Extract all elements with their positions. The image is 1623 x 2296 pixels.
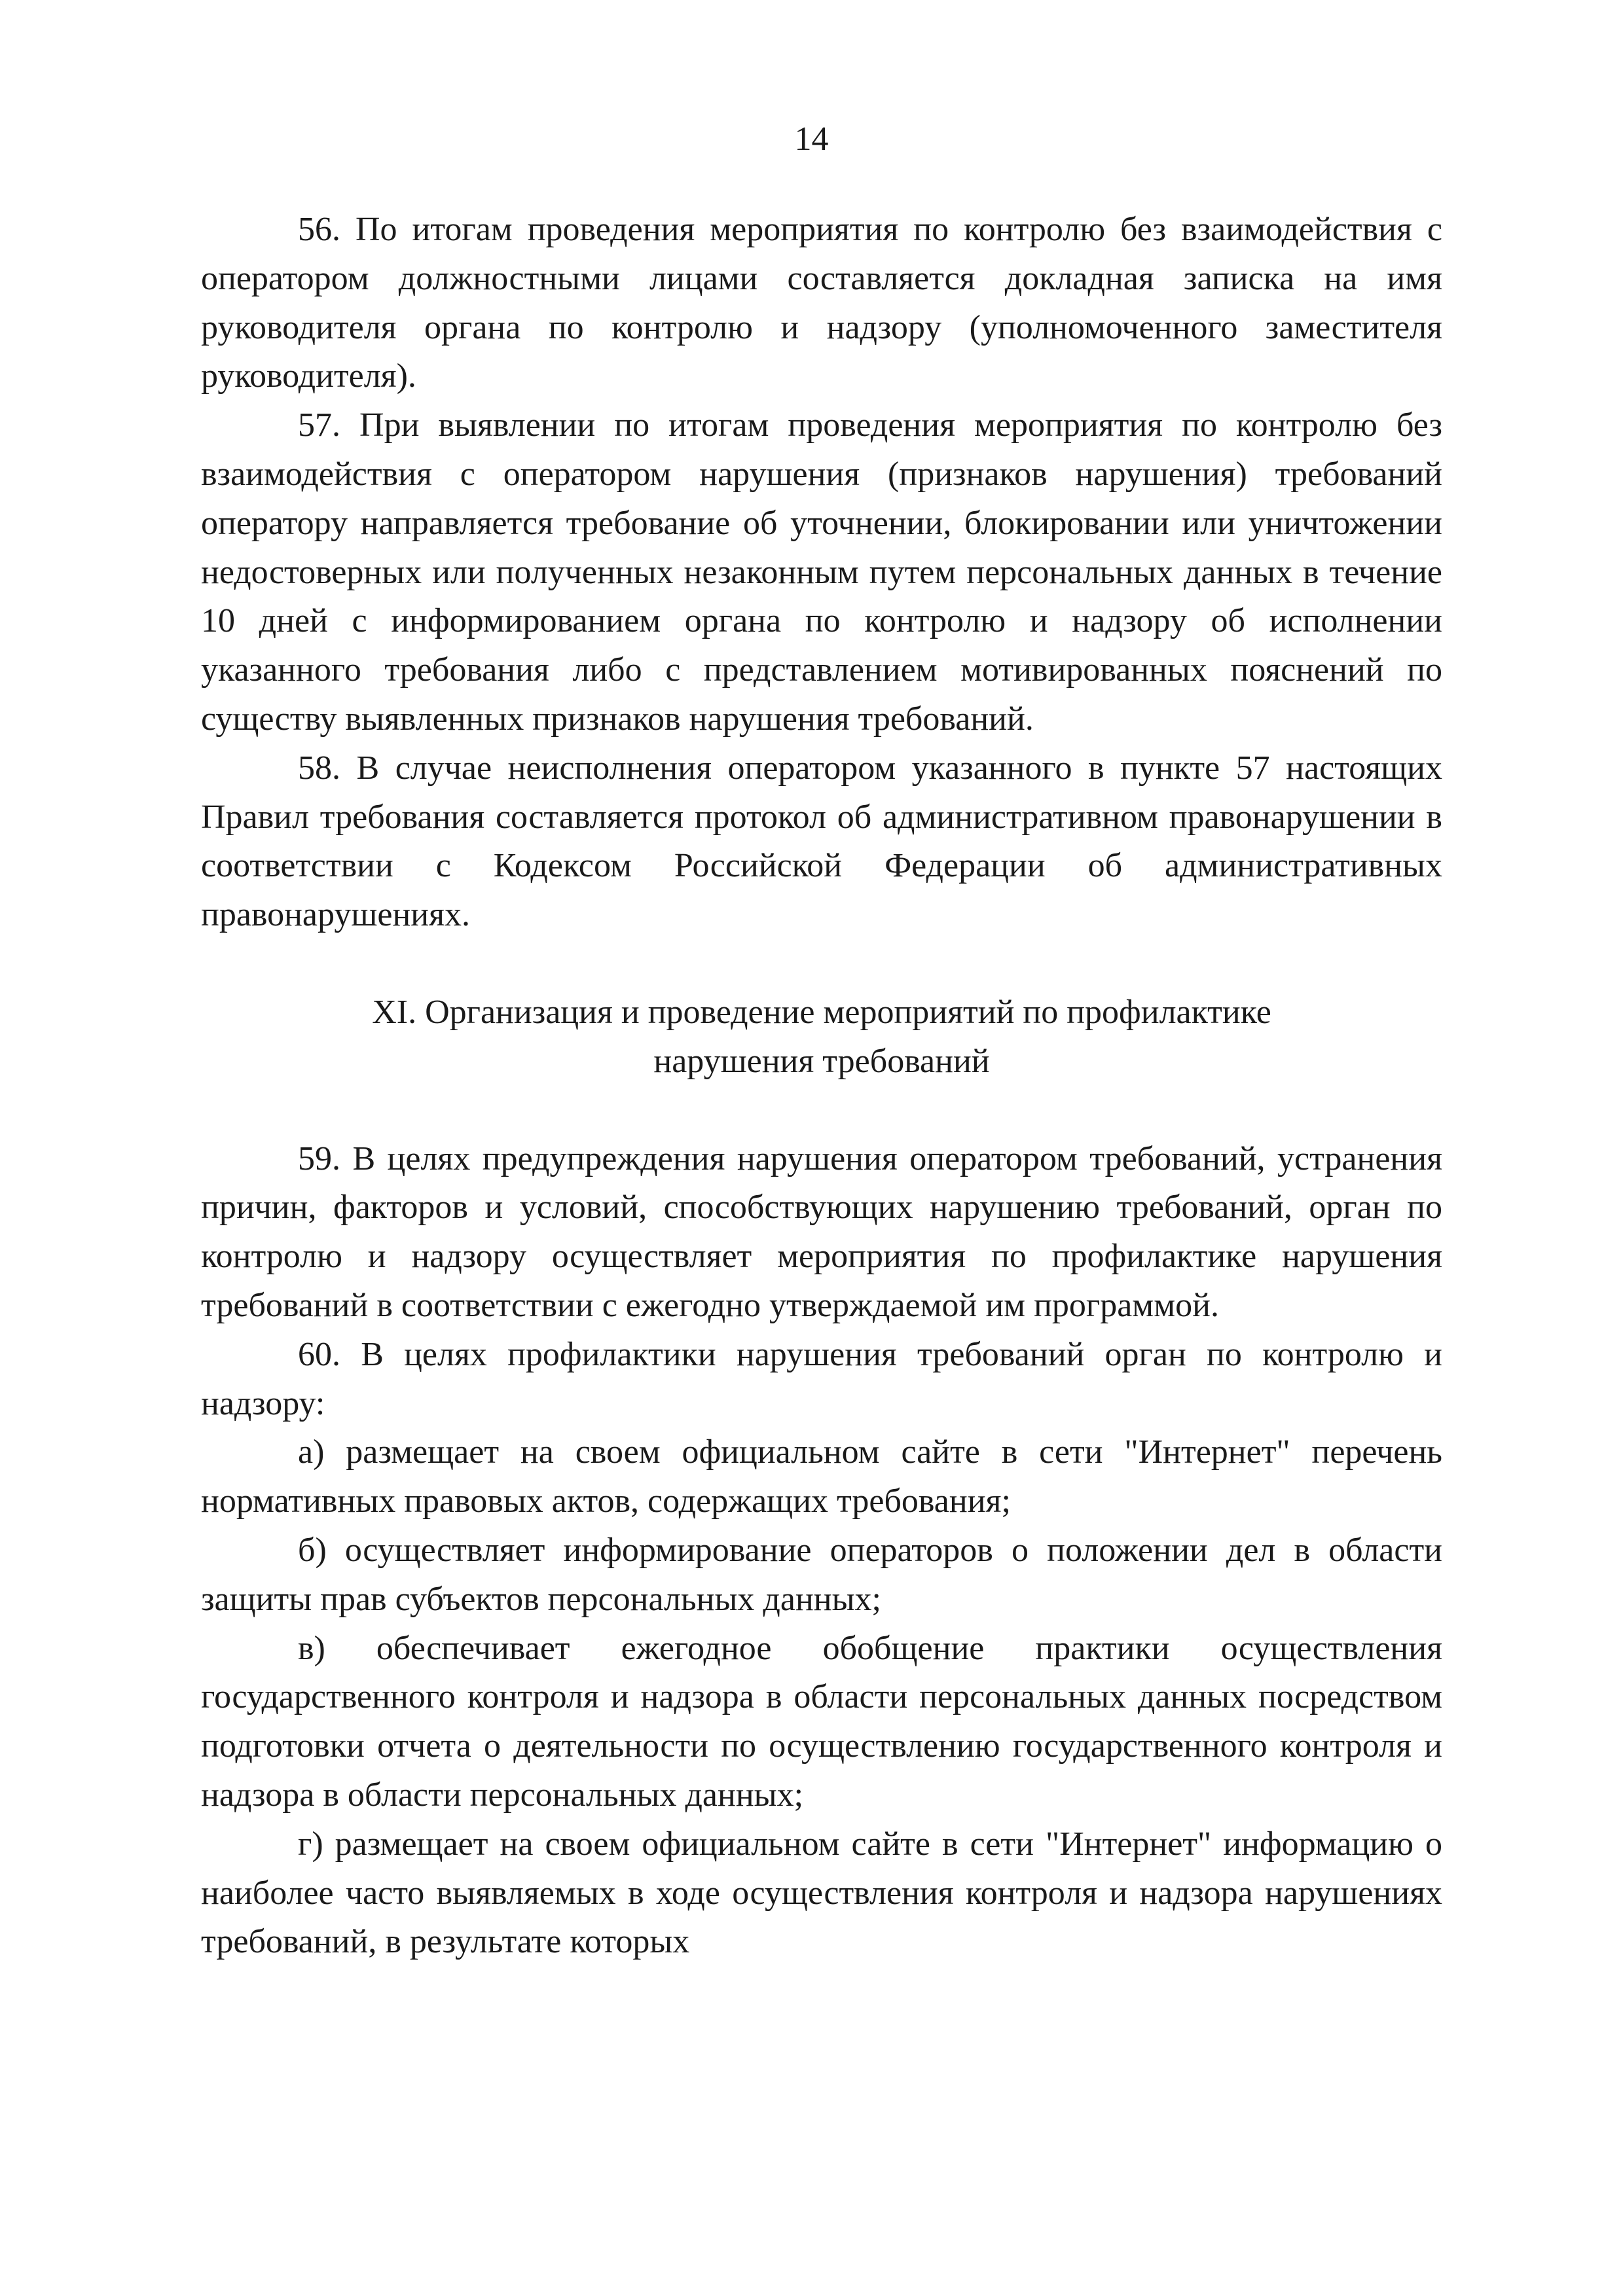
section-heading-line-2: нарушения требований bbox=[653, 1042, 990, 1080]
document-body bbox=[201, 206, 1442, 1967]
paragraph-58: 58. В случае неисполнения оператором указанного в пункте 57 настоящих Правил требования составляется протокол об административном правонарушении в соответствии с Кодексом Российской Федерации об административных правонарушениях. bbox=[201, 749, 1442, 934]
paragraph-57: 57. При выявлении по итогам проведения мероприятия по контролю без взаимодействия с оператором нарушения (признаков нарушения) требований оператору направляется требование об уточнении, блокировании или уничтожении недостоверных или полученных незаконным путем персональных данных в течение 10 дней с информированием органа по контролю и надзору об исполнении указанного требования либо с представлением мотивированных пояснений по существу выявленных признаков нарушения требований. bbox=[201, 406, 1442, 738]
section-heading-line-1: XI. Организация и проведение мероприятий по профилактике bbox=[372, 993, 1271, 1031]
paragraph-60-g: г) размещает на своем официальном сайте в сети "Интернет" информацию о наиболее часто выявляемых в ходе осуществления контроля и надзора нарушениях требований, в результате которых bbox=[201, 1825, 1442, 1961]
paragraph-60-a: а) размещает на своем официальном сайте в сети "Интернет" перечень нормативных правовых актов, содержащих требования; bbox=[201, 1433, 1442, 1520]
paragraph-59: 59. В целях предупреждения нарушения оператором требований, устранения причин, факторов и условий, способствующих нарушению требований, орган по контролю и надзору осуществляет мероприятия по профилактике нарушения требований в соответствии с ежегодно утверждаемой им программой. bbox=[201, 1139, 1442, 1324]
section-heading bbox=[201, 988, 1442, 1086]
paragraph-56: 56. По итогам проведения мероприятия по контролю без взаимодействия с оператором должностными лицами составляется докладная записка на имя руководителя органа по контролю и надзору (уполномоченного заместителя руководителя). bbox=[201, 211, 1442, 395]
paragraph-60: 60. В целях профилактики нарушения требований орган по контролю и надзору: bbox=[201, 1335, 1442, 1422]
paragraph-60-v: в) обеспечивает ежегодное обобщение практики осуществления государственного контроля и надзора в области персональных данных посредством подготовки отчета о деятельности по осуществлению государственного контроля и надзора в области персональных данных; bbox=[201, 1629, 1442, 1814]
page-number: 14 bbox=[794, 120, 829, 158]
paragraph-60-b: б) осуществляет информирование операторов о положении дел в области защиты прав субъектов персональных данных; bbox=[201, 1531, 1442, 1618]
